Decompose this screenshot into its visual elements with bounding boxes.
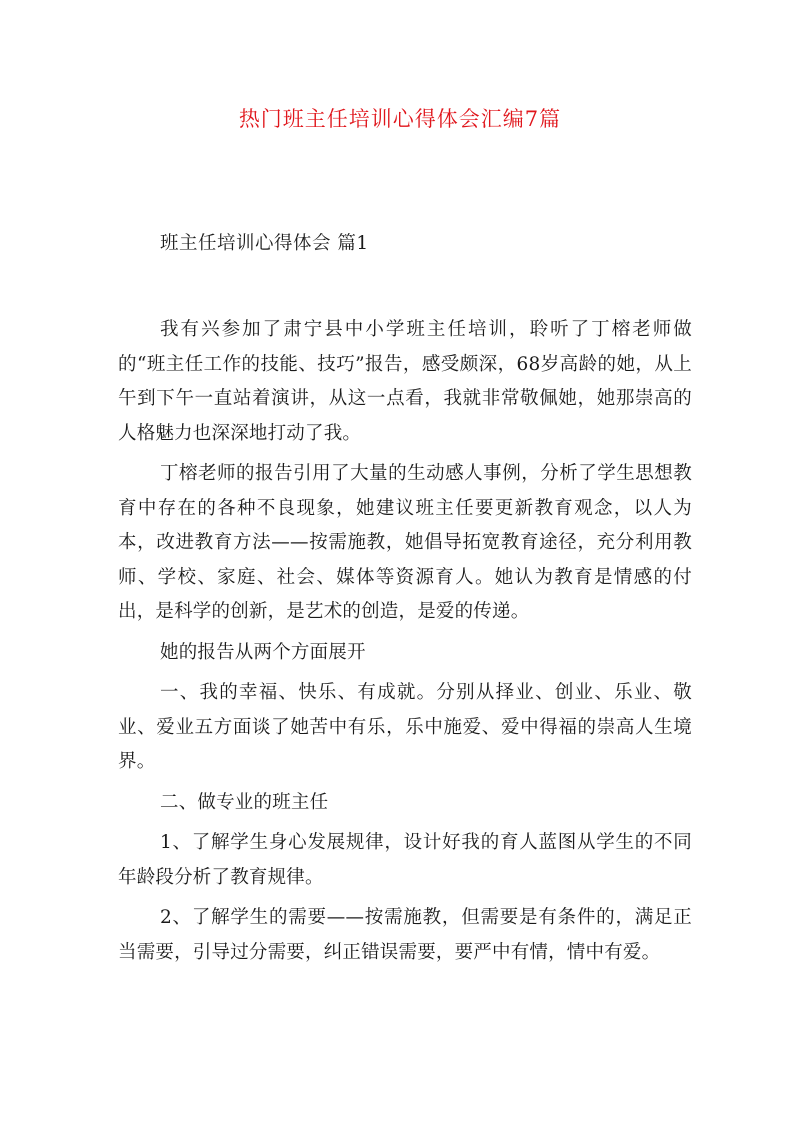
section-heading: 班主任培训心得体会 篇1 (160, 233, 369, 254)
document-body (118, 313, 692, 976)
paragraph: 丁榕老师的报告引用了大量的生动感人事例，分析了学生思想教育中存在的各种不良现象，她建议班主任要更新教育观念，以人为本，改进教育方法——按需施教，她倡导拓宽教育途径，充分利用教师、学校、家庭、社会、媒体等资源育人。她认为教育是情感的付出，是科学的创新，是艺术的创造，是爱的传递。 (118, 463, 692, 622)
paragraph: 2、了解学生的需要——按需施教，但需要是有条件的，满足正当需要，引导过分需要，纠正错误需要，要严中有情，情中有爱。 (118, 907, 692, 963)
paragraph: 二、做专业的班主任 (160, 791, 329, 813)
paragraph: 一、我的幸福、快乐、有成就。分别从择业、创业、乐业、敬业、爱业五方面谈了她苦中有乐，乐中施爱、爱中得福的崇高人生境界。 (118, 682, 692, 772)
paragraph: 1、了解学生身心发展规律，设计好我的育人蓝图从学生的不同年龄段分析了教育规律。 (118, 832, 692, 888)
document-title: 热门班主任培训心得体会汇编7篇 (238, 107, 562, 131)
paragraph: 她的报告从两个方面展开 (160, 641, 366, 663)
paragraph: 我有兴参加了肃宁县中小学班主任培训，聆听了丁榕老师做的“班主任工作的技能、技巧”报告，感受颇深，68岁高龄的她，从上午到下午一直站着演讲，从这一点看，我就非常敬佩她，她那崇高的人格魅力也深深地打动了我。 (118, 319, 692, 444)
